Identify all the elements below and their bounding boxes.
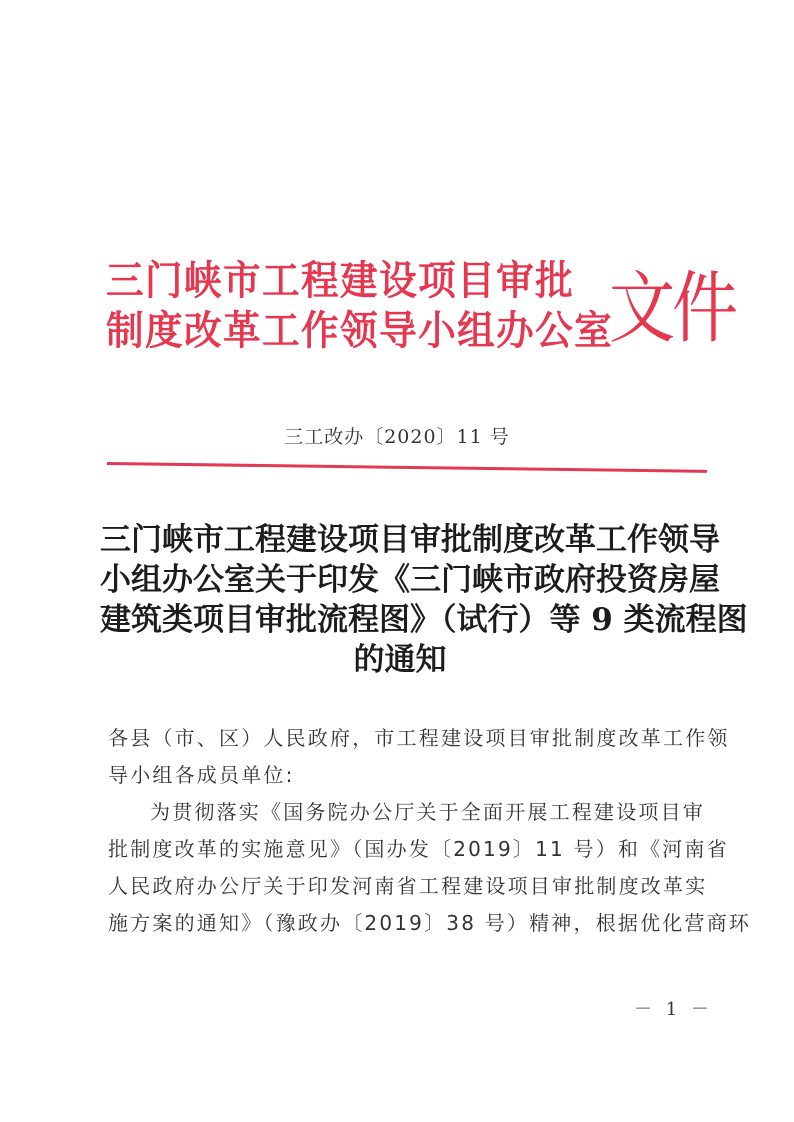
- title-line-1: 三门峡市工程建设项目审批制度改革工作领导: [100, 522, 720, 558]
- page-number: － 1 －: [634, 999, 713, 1020]
- masthead-issuer: [106, 256, 614, 356]
- salutation-line-2: 导小组各成员单位:: [108, 763, 295, 787]
- document-title: [100, 520, 748, 680]
- title-line-4: 的通知: [353, 642, 447, 678]
- paragraph-line-3: 人民政府办公厅关于印发河南省工程建设项目审批制度改革实: [108, 874, 708, 898]
- red-divider-line: [107, 462, 707, 473]
- title-line-3: 建筑类项目审批流程图》（试行）等 9 类流程图: [100, 602, 748, 638]
- body-paragraph: [108, 794, 752, 942]
- masthead-suffix: 文件: [609, 264, 735, 354]
- red-masthead: [106, 256, 735, 366]
- salutation: [108, 720, 730, 794]
- masthead-line-1: 三门峡市工程建设项目审批: [106, 258, 575, 304]
- paragraph-line-1: 为贯彻落实《国务院办公厅关于全面开展工程建设项目审: [150, 800, 705, 824]
- paragraph-line-4: 施方案的通知》（豫政办〔2019〕38 号）精神，根据优化营商环: [108, 911, 752, 935]
- title-line-2: 小组办公室关于印发《三门峡市政府投资房屋: [100, 562, 720, 598]
- document-body: [108, 720, 752, 942]
- salutation-line-1: 各县（市、区）人民政府，市工程建设项目审批制度改革工作领: [108, 726, 730, 750]
- document-number: 三工改办〔2020〕11 号: [284, 426, 510, 448]
- masthead-line-2: 制度改革工作领导小组办公室: [106, 308, 614, 354]
- paragraph-line-2: 批制度改革的实施意见》（国办发〔2019〕11 号）和《河南省: [108, 837, 729, 861]
